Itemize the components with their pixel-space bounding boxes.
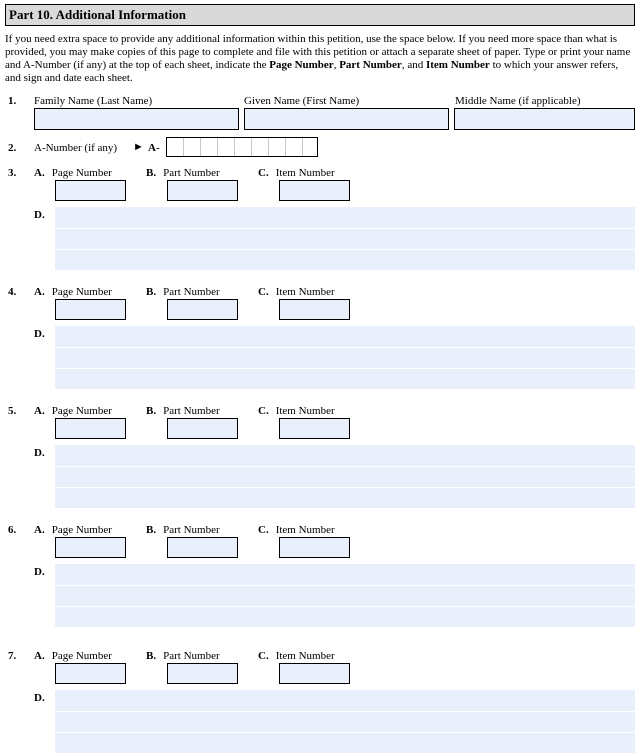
item-number: 7. <box>8 650 17 662</box>
part-number-label: B. Part Number <box>146 650 220 662</box>
instructions-bold-page: Page Number <box>269 59 334 71</box>
additional-info-textarea[interactable] <box>55 564 635 627</box>
item-number-field[interactable] <box>279 418 350 439</box>
part-number-field[interactable] <box>167 418 238 439</box>
part-number-field[interactable] <box>167 537 238 558</box>
instructions-bold-item: Item Number <box>425 59 490 71</box>
instructions-sep-2: , and <box>401 59 426 71</box>
page-number-field[interactable] <box>55 537 126 558</box>
arrow-icon: ► <box>133 141 144 153</box>
d-label: D. <box>34 566 45 578</box>
family-name-label: Family Name (Last Name) <box>34 95 153 107</box>
d-label: D. <box>34 447 45 459</box>
middle-name-label: Middle Name (if applicable) <box>455 95 581 107</box>
instructions-bold-part: Part Number <box>339 59 402 71</box>
page-number-label: A. Page Number <box>34 524 112 536</box>
q2-number: 2. <box>8 142 17 154</box>
a-number-label: A-Number (if any) <box>34 142 118 154</box>
part-number-field[interactable] <box>167 180 238 201</box>
given-name-label: Given Name (First Name) <box>244 95 360 107</box>
item-number-field[interactable] <box>279 663 350 684</box>
part-number-label: B. Part Number <box>146 286 220 298</box>
item-number-label: C. Item Number <box>258 167 335 179</box>
d-label: D. <box>34 692 45 704</box>
part-number-field[interactable] <box>167 663 238 684</box>
page-number-field[interactable] <box>55 418 126 439</box>
instructions-sep-1: , <box>333 59 340 71</box>
d-label: D. <box>34 209 45 221</box>
page-number-field[interactable] <box>55 663 126 684</box>
given-name-field[interactable] <box>244 108 449 130</box>
a-number-prefix: A- <box>148 142 160 154</box>
q1-number: 1. <box>8 95 17 107</box>
part-10-header: Part 10. Additional Information <box>5 4 635 26</box>
part-number-field[interactable] <box>167 299 238 320</box>
additional-info-textarea[interactable] <box>55 445 635 508</box>
additional-info-textarea[interactable] <box>55 207 635 270</box>
family-name-field[interactable] <box>34 108 239 130</box>
item-number-label: C. Item Number <box>258 524 335 536</box>
page-number-field[interactable] <box>55 180 126 201</box>
instructions-text-1: If you need extra space to provide any additional information within this petition, use the space below. If you need more space than what is provided, you may make copies of this page to complete and file with this petition or attach a separate sheet of paper. Type or print your name and A-Number (if any) at the top of each sheet, indicate the <box>5 33 631 71</box>
d-label: D. <box>34 328 45 340</box>
instructions-paragraph <box>5 33 635 85</box>
part-number-label: B. Part Number <box>146 524 220 536</box>
a-number-field[interactable] <box>166 137 318 157</box>
item-number: 5. <box>8 405 17 417</box>
item-number-field[interactable] <box>279 537 350 558</box>
item-number-label: C. Item Number <box>258 405 335 417</box>
instructions-text-2: to which your answer refers, and sign and date each sheet. <box>5 59 619 84</box>
part-number-label: B. Part Number <box>146 167 220 179</box>
page-number-label: A. Page Number <box>34 405 112 417</box>
item-number: 4. <box>8 286 17 298</box>
item-number-label: C. Item Number <box>258 286 335 298</box>
page-number-label: A. Page Number <box>34 286 112 298</box>
item-number-field[interactable] <box>279 180 350 201</box>
item-number: 6. <box>8 524 17 536</box>
page-number-label: A. Page Number <box>34 167 112 179</box>
additional-info-textarea[interactable] <box>55 326 635 389</box>
additional-info-textarea[interactable] <box>55 690 635 753</box>
item-number: 3. <box>8 167 17 179</box>
part-number-label: B. Part Number <box>146 405 220 417</box>
middle-name-field[interactable] <box>454 108 635 130</box>
page-number-field[interactable] <box>55 299 126 320</box>
page-number-label: A. Page Number <box>34 650 112 662</box>
item-number-field[interactable] <box>279 299 350 320</box>
item-number-label: C. Item Number <box>258 650 335 662</box>
